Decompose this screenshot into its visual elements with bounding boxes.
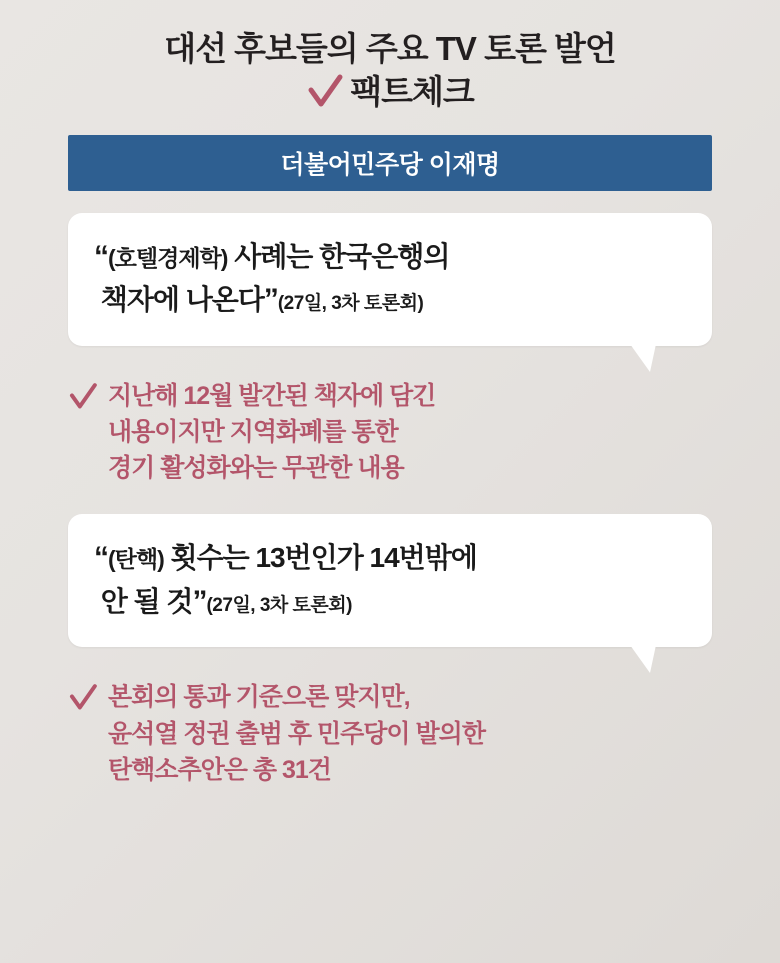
check-icon <box>68 683 98 718</box>
fact-check-2 <box>68 679 712 788</box>
quote-close-2: ” <box>192 584 207 618</box>
page-title-line2: 팩트체크 <box>350 73 474 111</box>
party-candidate-bar <box>68 135 712 191</box>
quote-main-2b: 안 될 것 <box>100 585 193 617</box>
fact-check-1-text <box>108 378 435 487</box>
quote-source-2: (27일, 3차 토론회) <box>206 594 352 616</box>
quote-line-1b <box>94 278 686 322</box>
bubble-tail-1 <box>630 344 656 372</box>
quote-line-2b <box>94 580 686 624</box>
quote-bubble-1 <box>68 213 712 346</box>
quote-bubble-1-wrap <box>68 213 712 346</box>
fact-line: 내용이지만 지역화폐를 통한 <box>108 417 398 446</box>
party-candidate-label: 더불어민주당 이재명 <box>280 150 500 179</box>
check-icon <box>68 382 98 417</box>
fact-line: 탄핵소추안은 총 31건 <box>108 755 331 784</box>
quote-paren-2: (탄핵) <box>108 546 164 573</box>
quote-main-2a: 횟수는 13번인가 14번밖에 <box>163 542 477 574</box>
quote-open-2: “ <box>94 541 108 575</box>
quote-line-2a <box>94 536 686 580</box>
check-icon <box>306 73 344 111</box>
quote-bubble-2 <box>68 514 712 647</box>
fact-line: 윤석열 정권 출범 후 민주당이 발의한 <box>108 719 485 748</box>
quote-line-1a <box>94 235 686 279</box>
bubble-tail-2 <box>630 645 656 673</box>
spacer <box>0 486 780 492</box>
quote-source-1: (27일, 3차 토론회) <box>277 293 424 314</box>
fact-line: 경기 활성화와는 무관한 내용 <box>108 454 404 482</box>
page-title-line1: 대선 후보들의 주요 TV 토론 발언 <box>164 30 616 67</box>
page-title-line2-row <box>0 71 780 112</box>
quote-main-1a: 사례는 한국은행의 <box>227 240 450 272</box>
quote-close-1: ” <box>263 283 278 316</box>
fact-line: 본회의 통과 기준으론 맞지만, <box>108 683 410 712</box>
fact-check-1 <box>68 378 712 487</box>
quote-main-1b: 책자에 나온다 <box>100 284 264 315</box>
title-block <box>0 0 780 113</box>
quote-paren-1: (호텔경제학) <box>108 244 228 271</box>
quote-open-1: “ <box>94 239 108 273</box>
fact-line: 지난해 12월 발간된 책자에 담긴 <box>108 381 436 410</box>
quote-bubble-2-wrap <box>68 514 712 647</box>
fact-check-2-text <box>108 679 485 788</box>
